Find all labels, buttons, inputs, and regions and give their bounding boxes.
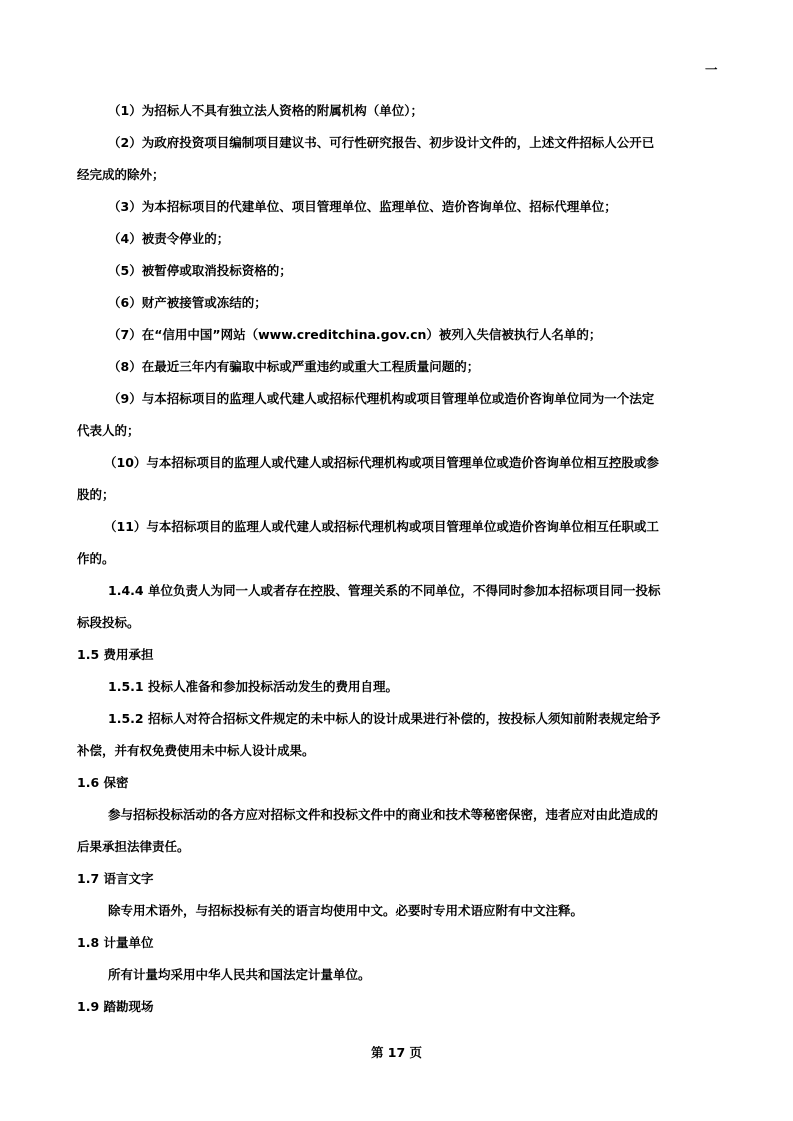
clause-item-8: （8）在最近三年内有骗取中标或严重违约或重大工程质量问题的； xyxy=(108,359,480,374)
clause-item-7: （7）在“信用中国”网站（www.creditchina.gov.cn）被列入失信被执行人名单的； xyxy=(108,327,602,342)
clause-1-6-line2: 后果承担法律责任。 xyxy=(77,839,190,854)
header-mark: 一 xyxy=(705,62,718,77)
page-number: 第 17 页 xyxy=(370,1045,423,1060)
clause-1-5-2-line1: 1.5.2 招标人对符合招标文件规定的未中标人的设计成果进行补偿的，按投标人须知前附表规定给予 xyxy=(108,711,661,726)
clause-1-7: 除专用术语外，与招标投标有关的语言均使用中文。必要时专用术语应附有中文注释。 xyxy=(108,903,584,918)
clause-item-9-line1: （9）与本招标项目的监理人或代建人或招标代理机构或项目管理单位或造价咨询单位同为一个法定 xyxy=(108,391,655,406)
clause-1-6-line1: 参与招标投标活动的各方应对招标文件和投标文件中的商业和技术等秘密保密，违者应对由此造成的 xyxy=(108,807,659,822)
clause-1-4-4-line2: 标段投标。 xyxy=(77,615,140,630)
clause-item-5: （5）被暂停或取消投标资格的； xyxy=(108,263,292,278)
clause-item-11-line2: 作的。 xyxy=(77,551,115,566)
section-heading-1-6: 1.6 保密 xyxy=(77,775,129,790)
clause-item-1: （1）为招标人不具有独立法人资格的附属机构（单位）； xyxy=(108,103,423,118)
clause-item-4: （4）被责令停业的； xyxy=(108,231,230,246)
clause-1-8: 所有计量均采用中华人民共和国法定计量单位。 xyxy=(108,967,371,982)
clause-item-10-line1: （10）与本招标项目的监理人或代建人或招标代理机构或项目管理单位或造价咨询单位相互控股或参 xyxy=(104,455,659,470)
clause-1-5-1: 1.5.1 投标人准备和参加投标活动发生的费用自理。 xyxy=(108,679,398,694)
clause-item-9-line2: 代表人的； xyxy=(77,423,140,438)
clause-1-4-4-line1: 1.4.4 单位负责人为同一人或者存在控股、管理关系的不同单位，不得同时参加本招标项目同一投标 xyxy=(108,583,661,598)
clause-item-3: （3）为本招标项目的代建单位、项目管理单位、监理单位、造价咨询单位、招标代理单位； xyxy=(108,199,617,214)
section-heading-1-8: 1.8 计量单位 xyxy=(77,935,154,950)
clause-item-2-line1: （2）为政府投资项目编制项目建议书、可行性研究报告、初步设计文件的，上述文件招标人公开已 xyxy=(108,135,655,150)
clause-1-5-2-line2: 补偿，并有权免费使用未中标人设计成果。 xyxy=(77,743,315,758)
section-heading-1-9: 1.9 踏勘现场 xyxy=(77,999,154,1014)
clause-item-10-line2: 股的； xyxy=(77,487,115,502)
section-heading-1-7: 1.7 语言文字 xyxy=(77,871,154,886)
clause-item-11-line1: （11）与本招标项目的监理人或代建人或招标代理机构或项目管理单位或造价咨询单位相互任职或工 xyxy=(104,519,659,534)
clause-item-6: （6）财产被接管或冻结的； xyxy=(108,295,267,310)
section-heading-1-5: 1.5 费用承担 xyxy=(77,647,154,662)
clause-item-2-line2: 经完成的除外； xyxy=(77,167,165,182)
